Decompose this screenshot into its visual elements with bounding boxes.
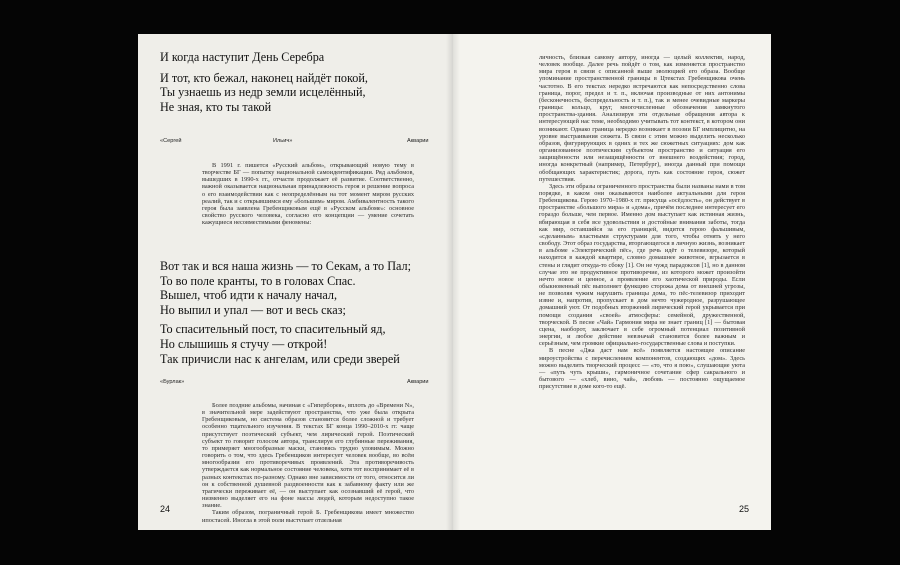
poem-line: То во поле кранты, то в головах Спас. — [160, 273, 356, 288]
paragraph-text: Здесь эти образы ограниченного пространства были названы нами в том порядке, в каком они оказываются наиболее актуальными для героя Гребенщикова. Герою 1970–1980-х гг. присуща «осёдлость», он действует в пространстве «большого мира» и «дома», причём последнее интересует его гораздо больше, чем первое. Именно дом выступает как истинная жизнь, вбирающая в себя все удовольствия и достойные внимания заботы, тогда как мир, оставшийся за его границей, видится герою фальшивым, «сделанным» властными структурами для того, чтобы отнять у него свободу. Этот образ государства, вторгающегося в личную жизнь, возникает в альбоме «Электрический пёс», где речь идёт о телевизоре, который находится в каждой квартире, словно домашнее животное, вгрызается в стены и глядит откуда-то сбоку [1]. Он не чужд парадоксов [1], но в данном случае это не продуктивное противоречие, из которого может произойти нечто новое и ценное, а проявление его хаотической природы. Если обыкновенный пёс выполняет функцию сторожа дома от внешней угрозы, не позволяя чужим нарушить границы дома, то пёс-телевизор приходит извне и, напротив, пропускает в дом нечто чужеродное, разрушающее домашний уют. От подобных вторжений лирический герой укрывается при помощи создания «своей» атмосферы: семейной, дружественной, творческой. В песне «Чай» Гармония мира не знает границ [1] — бытовая сцена, наоборот, заключает в себе огромный потенциал позитивной энергии, и любое действие невзначай становится более важным и серьёзным, чем громкие официально-государственные слова и поступки. — [539, 182, 745, 348]
poem-title: И когда наступит День Серебра — [160, 50, 325, 64]
poem-line: Ты узнаешь из недр земли исцелённый, — [160, 85, 366, 100]
credit-person: Ильич» — [273, 138, 293, 144]
body-column — [539, 54, 745, 520]
credit-album: Акварии — [407, 138, 429, 144]
page-number: 25 — [738, 504, 749, 514]
poem-line: И тот, кто бежал, наконец найдёт покой, — [160, 70, 368, 85]
paragraph-text: В 1991 г. пишется «Русский альбом», открывающий новую тему в творчестве БГ — попытку национальной самоидентификации. Ряд альбомов, вышедших в 1990-х гг., отчасти продолжает её развитие. Соответственно, важной оказывается национальная принадлежность героя и решение вопроса о его взаимодействии как с неопределённым на тот момент миром русских реалий, так и с открывшимся ему «большим» миром. Амбивалентность такого героя была заявлена Гребенщиковым ещё в «Русском альбоме»: основное свойство русского человека, согласно его концепции — умение сочетать кажущиеся несовместимыми феномены: — [202, 162, 414, 227]
credit-album: Акварии — [407, 379, 429, 385]
poem-quote — [160, 259, 445, 366]
body-paragraph — [202, 162, 414, 226]
poem-line: Но слышишь я стучу — открой! — [160, 336, 328, 351]
poem-line: Вот так и вся наша жизнь — то Секам, а то Пал; — [160, 259, 411, 273]
book-gutter-shadow — [446, 34, 460, 530]
paragraph-text: личность, близкая самому автору, иногда — целый коллектив, народ, человек вообще. Далее речь пойдёт о том, как изменяется пространство мира героя в связи с описанной выше эволюцией его образа. Вообще упоминание пространственной границы в Цтекстах Гребенщикова очень частотно. В его текстах нередко встречаются как непосредственно слова граница, порог, предел и т. п., включая производные от них антонимы (бесконечность, беспредельность и т. п.), так и менее очевидные маркеры границы: кольцо, круг, многочисленные обозначения замкнутого пространства-здания. Анализируя эти отдельные обращения автора к интересующей нас теме, необходимо учитывать тот контекст, в котором они возникают. Однако граница нередко возникает в поэзии БГ имплицитно, на уровне выстраивания сюжета. В связи с этим можно выделить несколько образов, фигурирующих в одних и тех же сюжетных ситуациях: дом как организованное поэтическим субъектом пространство и ситуация его защищённости или незащищённости от внешнего воздействия; город, иногда конкретный (например, Петербург), иногда данный при помощи обобщающих характеристик; дорога, путь как состояние героя, сюжет путешествия. — [539, 54, 745, 183]
credit-song: «Бурлак» — [160, 379, 185, 385]
poem-line: Не зная, кто ты такой — [160, 99, 272, 114]
left-page — [138, 34, 453, 530]
page-number: 24 — [160, 504, 171, 514]
poem-line: Так причисли нас к ангелам, или среди зверей — [160, 351, 400, 366]
paragraph-text: В песне «Джа даст нам всё» появляется настоящее описание мироустройства с перечислением компонентов, создающих «дом». Здесь можно выделить творческий процесс — «то, что я пою», слушающие уюта — «путь чуть крыши», гармоничное сочетание сфер сакрального и бытового — «хлеб, вино, чай», любовь — постоянно ощущаемое присутствие в доме кого-то ещё. — [539, 347, 745, 391]
poem-line: Вышел, чтоб идти к началу начал, — [160, 288, 338, 303]
paragraph-text: Более поздние альбомы, начиная с «Гиперборея», вплоть до «Времени N», в значительной мере задействуют пространства, что уже была открыта Гребенщиковым, но система образов становится более сложной и требует особенно тщательного изучения. В текстах БГ конца 1990–2010-х гг. чаще присутствует поэтический субъект, чем лирический герой. Поэтический субъект то говорит голосом автора, транслируя его глубинные переживания, то примеряет многообразные маски, становясь трудно уловимым. Можно говорить о том, что здесь Гребенщиков интересует человек вообще, во всём многообразии его противоречивых проявлений. Эта противоречивость утверждается как нормальное состояние человека, хотя тот воспринимает её в разных контекстах по-разному. Однако вне зависимости от того, относится ли он к собственной душевной раздвоенности как к забавному факту или же трагически переживает её, — он выступает как осознавший её герой, что низменно выделяет его на фоне массы людей, которым недоступно такое знание. — [202, 402, 414, 510]
poem-line: То спасительный пост, то спасительный яд, — [160, 322, 386, 337]
poem-line: Но выпил и упал — вот и весь сказ; — [160, 302, 346, 317]
poem-credit — [160, 138, 440, 146]
poem-epigraph — [160, 50, 445, 114]
body-paragraph — [202, 402, 414, 522]
paragraph-text: Таким образом, пограничный герой Б. Гребенщикова имеет множество ипостасей. Иногда в этой роли выступает отдельная — [202, 509, 414, 522]
poem-credit — [160, 379, 440, 387]
right-page — [453, 34, 771, 530]
credit-song: «Сергей — [160, 138, 182, 144]
